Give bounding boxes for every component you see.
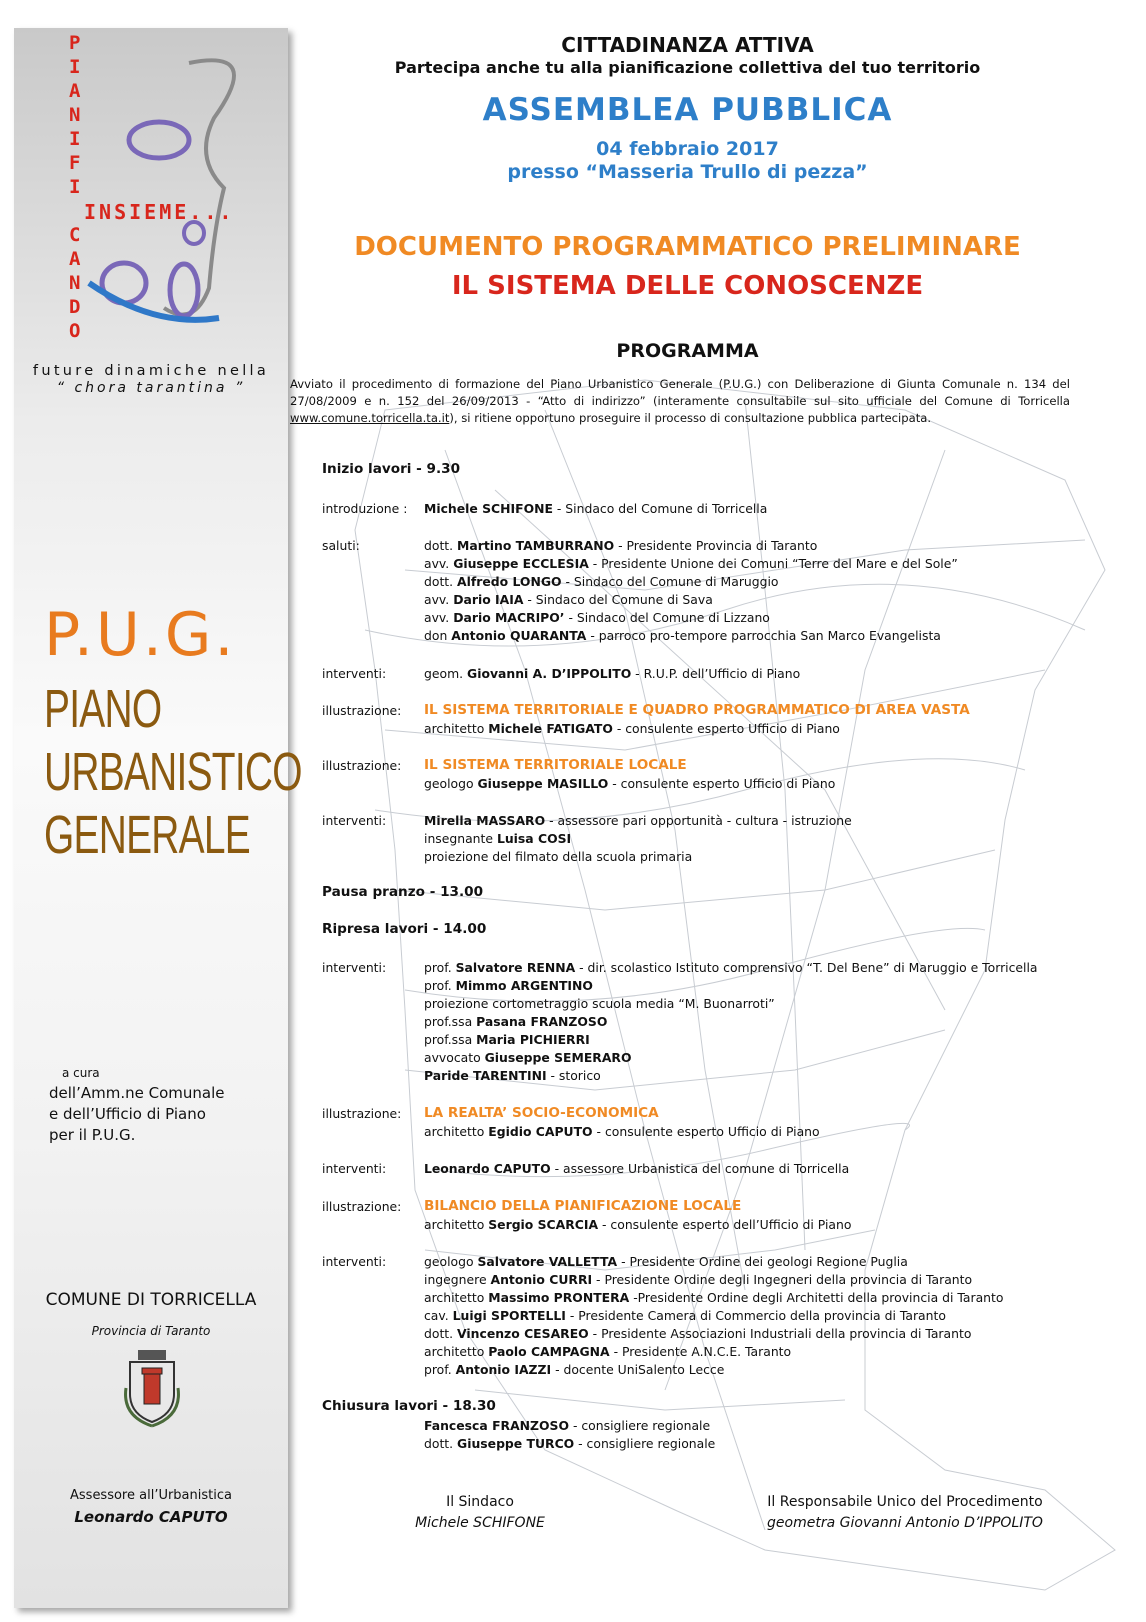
- logo-letter: C: [69, 224, 81, 246]
- cura-line: per il P.U.G.: [49, 1126, 136, 1144]
- speaker-role: avvocato: [424, 1050, 485, 1065]
- speaker-name: Massimo PRONTERA: [488, 1290, 630, 1305]
- speaker-role: architetto: [424, 1124, 489, 1139]
- speaker-line: [424, 1272, 972, 1287]
- ripresa-lavori: Ripresa lavori - 14.00: [322, 921, 487, 937]
- speaker-role: geologo: [424, 776, 478, 791]
- speaker-line: [424, 538, 817, 553]
- chiusura-lavori: Chiusura lavori - 18.30: [322, 1398, 496, 1414]
- header-date: 04 febbraio 2017: [596, 138, 779, 160]
- speaker-role: prof.ssa: [424, 1014, 477, 1029]
- speaker-role: - Sindaco del Comune di Sava: [523, 592, 713, 607]
- speaker-role: - Presidente A.N.C.E. Taranto: [609, 1344, 792, 1359]
- intro-text: Avviato il procedimento di formazione del Piano Urbanistico Generale (P.U.G.) con Deliberazione di Giunta Comunale n. 134 del 27/08/2009 e n. 152 del 26/09/2013 - “Atto di indirizzo” (interamente consultabile sul sito ufficiale del Comune di Torricella: [290, 377, 1070, 408]
- speaker-name: Luisa COSI: [496, 831, 572, 846]
- speaker-role: - consulente esperto Ufficio di Piano: [608, 776, 836, 791]
- speaker-line: [424, 1290, 1003, 1305]
- pug-word-urbanistico: URBANISTICO: [44, 742, 302, 802]
- row-label: interventi:: [322, 666, 387, 681]
- speaker-role: - consigliere regionale: [574, 1436, 716, 1451]
- speaker-role: - docente UniSalento Lecce: [551, 1362, 725, 1377]
- pug-abbreviation: P.U.G.: [44, 600, 237, 670]
- intro-paragraph: [290, 376, 1070, 427]
- row-label: illustrazione:: [322, 1106, 402, 1121]
- speaker-name: Michele FATIGATO: [488, 721, 613, 736]
- speaker-name: Fancesca FRANZOSO: [424, 1418, 570, 1433]
- speaker-line: [424, 849, 692, 864]
- speaker-name: Dario MACRIPO’: [453, 610, 565, 625]
- logo-letter: A: [69, 80, 81, 102]
- speaker-name: Giovanni A. D’IPPOLITO: [467, 666, 632, 681]
- speaker-role: architetto: [424, 1217, 489, 1232]
- logo-letter: A: [69, 248, 81, 270]
- speaker-line: [424, 1050, 632, 1065]
- speaker-role: dott.: [424, 1436, 458, 1451]
- logo-letter: N: [69, 272, 81, 294]
- logo-letter: O: [69, 320, 81, 342]
- rup-name: geometra Giovanni Antonio D’IPPOLITO: [767, 1515, 1043, 1531]
- logo-letter: P: [69, 32, 81, 54]
- speaker-line: [424, 1068, 601, 1083]
- speaker-role: - storico: [546, 1068, 601, 1083]
- logo-letter: I: [69, 128, 81, 150]
- speaker-role: prof.: [424, 978, 456, 993]
- illustration-title: IL SISTEMA TERRITORIALE LOCALE: [424, 757, 687, 773]
- speaker-role: -Presidente Ordine degli Architetti della provincia di Taranto: [629, 1290, 1004, 1305]
- speaker-line: [424, 1362, 724, 1377]
- header-sistema: IL SISTEMA DELLE CONOSCENZE: [451, 271, 924, 301]
- speaker-role: avv.: [424, 556, 454, 571]
- programma-heading: PROGRAMMA: [616, 340, 759, 362]
- logo-insieme: INSIEME...: [84, 200, 235, 224]
- speaker-role: avv.: [424, 592, 454, 607]
- speaker-role: - parroco pro-tempore parrocchia San Marco Evangelista: [586, 628, 941, 643]
- speaker-name: Giuseppe ECCLESIA: [453, 556, 589, 571]
- assessore-name: Leonardo CAPUTO: [74, 1508, 228, 1526]
- speaker-role: - dir. scolastico Istituto comprensivo “T. Del Bene” di Maruggio e Torricella: [575, 960, 1038, 975]
- speaker-role: - Sindaco del Comune di Torricella: [552, 501, 768, 516]
- speaker-line: [424, 996, 775, 1011]
- coat-of-arms-icon: [122, 1348, 182, 1428]
- cura-line: e dell’Ufficio di Piano: [49, 1105, 206, 1123]
- header-assemblea: ASSEMBLEA PUBBLICA: [482, 92, 893, 128]
- header-subtitle: Partecipa anche tu alla pianificazione collettiva del tuo territorio: [394, 58, 981, 77]
- speaker-name: Giuseppe SEMERARO: [484, 1050, 632, 1065]
- speaker-line: [424, 628, 941, 643]
- speaker-line: [424, 1124, 820, 1139]
- speaker-role: - Presidente Unione dei Comuni “Terre del Mare e del Sole”: [588, 556, 958, 571]
- speaker-role: - Sindaco del Comune di Lizzano: [564, 610, 770, 625]
- speaker-line: [424, 1344, 791, 1359]
- header-cittadinanza: CITTADINANZA ATTIVA: [561, 33, 814, 57]
- speaker-name: Salvatore RENNA: [455, 960, 576, 975]
- speaker-name: Paride TARENTINI: [424, 1068, 547, 1083]
- speaker-line: [424, 1308, 946, 1323]
- speaker-name: Antonio CURRI: [490, 1272, 593, 1287]
- speaker-role: avv.: [424, 610, 454, 625]
- speaker-name: Sergio SCARCIA: [488, 1217, 599, 1232]
- speaker-role: architetto: [424, 721, 489, 736]
- speaker-name: Alfredo LONGO: [457, 574, 562, 589]
- row-label: introduzione :: [322, 501, 408, 516]
- speaker-line: [424, 1326, 971, 1341]
- pausa-pranzo: Pausa pranzo - 13.00: [322, 884, 484, 900]
- speaker-name: Antonio QUARANTA: [451, 628, 587, 643]
- sindaco-name: Michele SCHIFONE: [415, 1515, 545, 1531]
- speaker-line: [424, 978, 593, 993]
- speaker-name: Antonio IAZZI: [455, 1362, 552, 1377]
- speaker-role: architetto: [424, 1344, 489, 1359]
- speaker-line: [424, 1254, 908, 1269]
- header-venue: presso “Masseria Trullo di pezza”: [507, 161, 868, 183]
- speaker-name: Egidio CAPUTO: [488, 1124, 593, 1139]
- speaker-line: [424, 813, 852, 828]
- speaker-name: Giuseppe MASILLO: [477, 776, 609, 791]
- speaker-line: [424, 574, 779, 589]
- speaker-role: - assessore pari opportunità - cultura - istruzione: [545, 813, 852, 828]
- speaker-line: [424, 960, 1038, 975]
- speaker-role: prof.ssa: [424, 1032, 477, 1047]
- speaker-role: - consulente esperto Ufficio di Piano: [612, 721, 840, 736]
- speaker-name: Leonardo CAPUTO: [424, 1161, 551, 1176]
- speaker-name: Mimmo ARGENTINO: [455, 978, 593, 993]
- speaker-role: prof.: [424, 1362, 456, 1377]
- logo-letter: N: [69, 104, 81, 126]
- speaker-name: Luigi SPORTELLI: [452, 1308, 566, 1323]
- provincia-name: Provincia di Taranto: [91, 1324, 211, 1338]
- speaker-name: Mirella MASSARO: [424, 813, 546, 828]
- speaker-line: [424, 1014, 607, 1029]
- sidebar-panel: [14, 28, 302, 1608]
- speaker-role: - R.U.P. dell’Ufficio di Piano: [631, 666, 801, 681]
- logo-letter: I: [69, 56, 81, 78]
- sindaco-title: Il Sindaco: [446, 1494, 514, 1510]
- row-label: interventi:: [322, 1161, 387, 1176]
- speaker-line: [424, 776, 835, 791]
- intro-text: ), si ritiene opportuno proseguire il processo di consultazione pubblica partecipata.: [449, 411, 932, 425]
- speaker-name: Paolo CAMPAGNA: [488, 1344, 610, 1359]
- speaker-line: [424, 1418, 710, 1433]
- website-link[interactable]: www.comune.torricella.ta.it: [290, 411, 450, 425]
- row-label: interventi:: [322, 960, 387, 975]
- speaker-role: - assessore Urbanistica del comune di Torricella: [550, 1161, 850, 1176]
- speaker-name: Dario IAIA: [453, 592, 524, 607]
- logo-letter: I: [69, 176, 81, 198]
- speaker-line: [424, 721, 840, 736]
- speaker-line: [424, 1161, 849, 1176]
- a-cura-label: a cura: [62, 1066, 100, 1080]
- speaker-role: - consulente esperto Ufficio di Piano: [592, 1124, 820, 1139]
- speaker-name: Giuseppe TURCO: [457, 1436, 575, 1451]
- speaker-name: Pasana FRANZOSO: [476, 1014, 608, 1029]
- speaker-line: [424, 610, 770, 625]
- speaker-line: [424, 666, 800, 681]
- speaker-role: dott.: [424, 574, 458, 589]
- row-label: saluti:: [322, 538, 360, 553]
- speaker-role: geom.: [424, 666, 468, 681]
- pug-word-generale: GENERALE: [44, 805, 250, 865]
- speaker-line: [424, 592, 713, 607]
- row-label: illustrazione:: [322, 1199, 402, 1214]
- speaker-role: prof.: [424, 960, 456, 975]
- speaker-role: insegnante: [424, 831, 497, 846]
- logo-letter: D: [69, 296, 81, 318]
- speaker-role: dott.: [424, 1326, 458, 1341]
- row-label: interventi:: [322, 813, 387, 828]
- cura-line: dell’Amm.ne Comunale: [49, 1084, 225, 1102]
- speaker-name: Vincenzo CESAREO: [457, 1326, 589, 1341]
- speaker-role: - consulente esperto dell’Ufficio di Piano: [598, 1217, 852, 1232]
- speaker-role: don: [424, 628, 452, 643]
- header-documento: DOCUMENTO PROGRAMMATICO PRELIMINARE: [354, 232, 1021, 262]
- row-label: illustrazione:: [322, 758, 402, 773]
- rup-title: Il Responsabile Unico del Procedimento: [767, 1494, 1043, 1510]
- speaker-role: dott.: [424, 538, 458, 553]
- assessore-title: Assessore all’Urbanistica: [70, 1488, 232, 1503]
- speaker-role: architetto: [424, 1290, 489, 1305]
- speaker-role: geologo: [424, 1254, 478, 1269]
- inizio-lavori: Inizio lavori - 9.30: [322, 461, 461, 477]
- speaker-role: proiezione cortometraggio scuola media “M. Buonarroti”: [424, 996, 775, 1011]
- speaker-role: cav.: [424, 1308, 453, 1323]
- speaker-line: [424, 1436, 715, 1451]
- illustration-title: BILANCIO DELLA PIANIFICAZIONE LOCALE: [424, 1198, 742, 1214]
- speaker-line: [424, 1032, 590, 1047]
- speaker-name: Martino TAMBURRANO: [457, 538, 615, 553]
- speaker-role: - Presidente Associazioni Industriali della provincia di Taranto: [588, 1326, 972, 1341]
- speaker-role: - Presidente Ordine dei geologi Regione Puglia: [617, 1254, 908, 1269]
- speaker-name: Maria PICHIERRI: [476, 1032, 590, 1047]
- logo-letter: F: [69, 152, 81, 174]
- speaker-name: Michele SCHIFONE: [424, 501, 553, 516]
- speaker-role: - Presidente Provincia di Taranto: [614, 538, 818, 553]
- speaker-name: Salvatore VALLETTA: [477, 1254, 618, 1269]
- speaker-role: - Presidente Camera di Commercio della provincia di Taranto: [565, 1308, 946, 1323]
- speaker-role: - Sindaco del Comune di Maruggio: [561, 574, 779, 589]
- tagline-line-2: “ chora tarantina ”: [56, 380, 246, 396]
- illustration-title: LA REALTA’ SOCIO-ECONOMICA: [424, 1105, 659, 1121]
- speaker-role: - Presidente Ordine degli Ingegneri della provincia di Taranto: [592, 1272, 973, 1287]
- speaker-line: [424, 1217, 851, 1232]
- pug-word-piano: PIANO: [44, 679, 162, 739]
- speaker-line: [424, 501, 767, 516]
- illustration-title: IL SISTEMA TERRITORIALE E QUADRO PROGRAMMATICO DI AREA VASTA: [424, 702, 970, 718]
- row-label: interventi:: [322, 1254, 387, 1269]
- speaker-line: [424, 556, 958, 571]
- speaker-line: [424, 831, 571, 846]
- speaker-role: - consigliere regionale: [569, 1418, 711, 1433]
- tagline-line-1: future dinamiche nella: [32, 363, 270, 379]
- row-label: illustrazione:: [322, 703, 402, 718]
- speaker-role: ingegnere: [424, 1272, 491, 1287]
- comune-name: COMUNE DI TORRICELLA: [45, 1290, 257, 1310]
- speaker-role: proiezione del filmato della scuola primaria: [424, 849, 693, 864]
